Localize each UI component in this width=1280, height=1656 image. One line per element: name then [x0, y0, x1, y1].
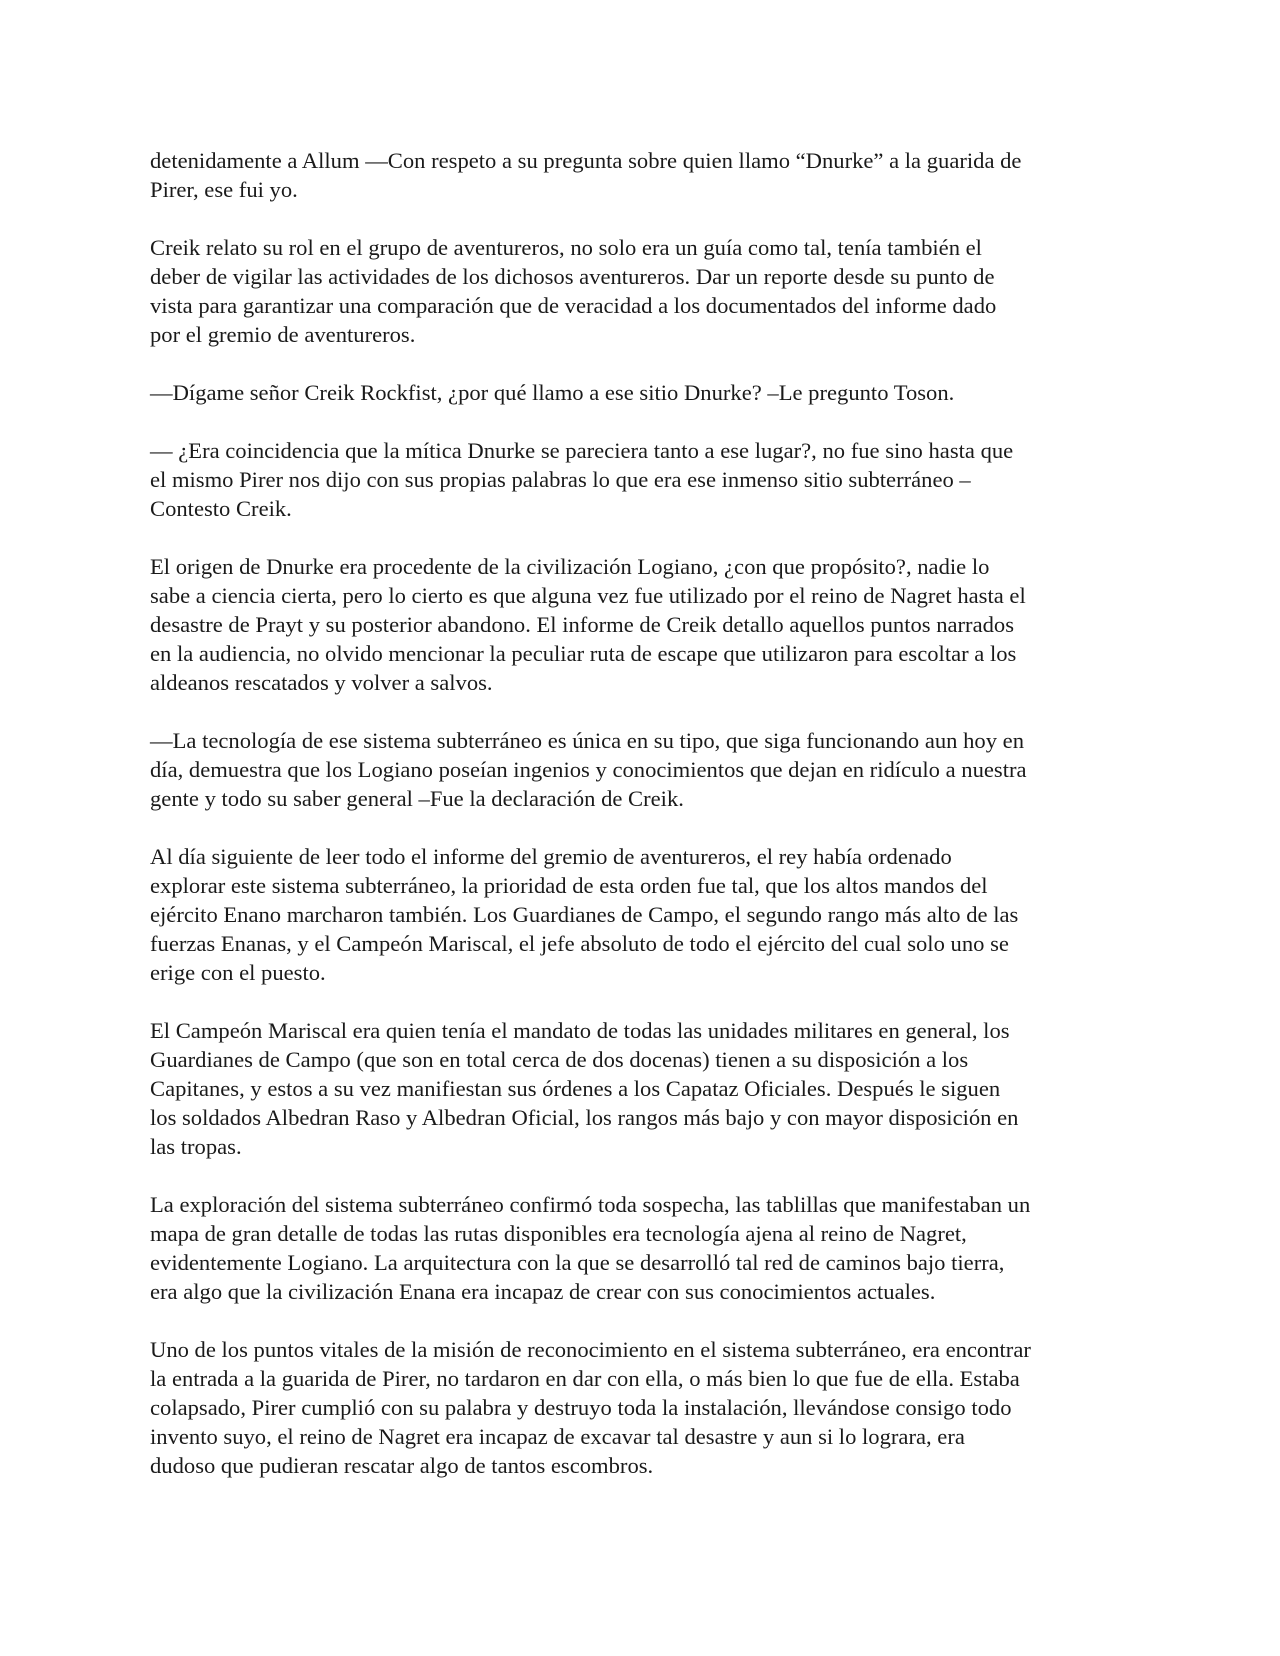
text-line: desastre de Prayt y su posterior abandono. El informe de Creik detallo aquellos puntos narrados: [150, 612, 1014, 637]
paragraph: [150, 378, 1138, 407]
document-page: [150, 146, 1138, 1509]
text-line: por el gremio de aventureros.: [150, 322, 416, 347]
text-line: El Campeón Mariscal era quien tenía el mandato de todas las unidades militares en general, los: [150, 1018, 1010, 1043]
text-line: fuerzas Enanas, y el Campeón Mariscal, el jefe absoluto de todo el ejército del cual solo uno se: [150, 931, 1009, 956]
paragraph: [150, 233, 1138, 349]
text-line: Uno de los puntos vitales de la misión de reconocimiento en el sistema subterráneo, era encontrar: [150, 1337, 1031, 1362]
paragraph: [150, 1016, 1138, 1161]
text-line: —La tecnología de ese sistema subterráneo es única en su tipo, que siga funcionando aun hoy en: [150, 728, 1024, 753]
paragraph: [150, 842, 1138, 987]
text-line: —Dígame señor Creik Rockfist, ¿por qué llamo a ese sitio Dnurke? –Le pregunto Toson.: [150, 380, 955, 405]
text-line: erige con el puesto.: [150, 960, 326, 985]
paragraph: [150, 436, 1138, 523]
text-line: gente y todo su saber general –Fue la declaración de Creik.: [150, 786, 684, 811]
text-line: vista para garantizar una comparación que de veracidad a los documentados del informe dado: [150, 293, 997, 318]
text-line: invento suyo, el reino de Nagret era incapaz de excavar tal desastre y aun si lo lograra, era: [150, 1424, 965, 1449]
text-line: la entrada a la guarida de Pirer, no tardaron en dar con ella, o más bien lo que fue de ella. Estaba: [150, 1366, 1020, 1391]
text-line: era algo que la civilización Enana era incapaz de crear con sus conocimientos actuales.: [150, 1279, 936, 1304]
text-line: explorar este sistema subterráneo, la prioridad de esta orden fue tal, que los altos mandos del: [150, 873, 988, 898]
text-line: deber de vigilar las actividades de los dichosos aventureros. Dar un reporte desde su punto de: [150, 264, 995, 289]
text-line: mapa de gran detalle de todas las rutas disponibles era tecnología ajena al reino de Nagret,: [150, 1221, 967, 1246]
text-line: dudoso que pudieran rescatar algo de tantos escombros.: [150, 1453, 654, 1478]
text-line: Al día siguiente de leer todo el informe del gremio de aventureros, el rey había ordenado: [150, 844, 952, 869]
text-line: Creik relato su rol en el grupo de aventureros, no solo era un guía como tal, tenía también el: [150, 235, 982, 260]
text-line: día, demuestra que los Logiano poseían ingenios y conocimientos que dejan en ridículo a nuestra: [150, 757, 1027, 782]
text-line: Capitanes, y estos a su vez manifiestan sus órdenes a los Capataz Oficiales. Después le siguen: [150, 1076, 1001, 1101]
text-line: detenidamente a Allum —Con respeto a su pregunta sobre quien llamo “Dnurke” a la guarida de: [150, 148, 1022, 173]
text-line: La exploración del sistema subterráneo confirmó toda sospecha, las tablillas que manifestaban un: [150, 1192, 1031, 1217]
text-line: Contesto Creik.: [150, 496, 292, 521]
text-line: evidentemente Logiano. La arquitectura con la que se desarrolló tal red de caminos bajo tierra,: [150, 1250, 1005, 1275]
text-line: las tropas.: [150, 1134, 242, 1159]
paragraph: [150, 146, 1138, 204]
paragraph: [150, 552, 1138, 697]
paragraph: [150, 1190, 1138, 1306]
text-line: en la audiencia, no olvido mencionar la peculiar ruta de escape que utilizaron para escoltar a los: [150, 641, 1017, 666]
paragraph: [150, 726, 1138, 813]
text-line: El origen de Dnurke era procedente de la civilización Logiano, ¿con que propósito?, nadie lo: [150, 554, 990, 579]
text-line: Pirer, ese fui yo.: [150, 177, 298, 202]
text-line: Guardianes de Campo (que son en total cerca de dos docenas) tienen a su disposición a los: [150, 1047, 969, 1072]
text-line: el mismo Pirer nos dijo con sus propias palabras lo que era ese inmenso sitio subterráneo –: [150, 467, 971, 492]
paragraph: [150, 1335, 1138, 1480]
text-line: ejército Enano marcharon también. Los Guardianes de Campo, el segundo rango más alto de las: [150, 902, 1019, 927]
text-line: colapsado, Pirer cumplió con su palabra y destruyo toda la instalación, llevándose consigo todo: [150, 1395, 1012, 1420]
text-line: sabe a ciencia cierta, pero lo cierto es que alguna vez fue utilizado por el reino de Nagret hasta el: [150, 583, 1026, 608]
text-line: aldeanos rescatados y volver a salvos.: [150, 670, 493, 695]
text-line: — ¿Era coincidencia que la mítica Dnurke se pareciera tanto a ese lugar?, no fue sino hasta que: [150, 438, 1014, 463]
text-line: los soldados Albedran Raso y Albedran Oficial, los rangos más bajo y con mayor disposición en: [150, 1105, 1019, 1130]
